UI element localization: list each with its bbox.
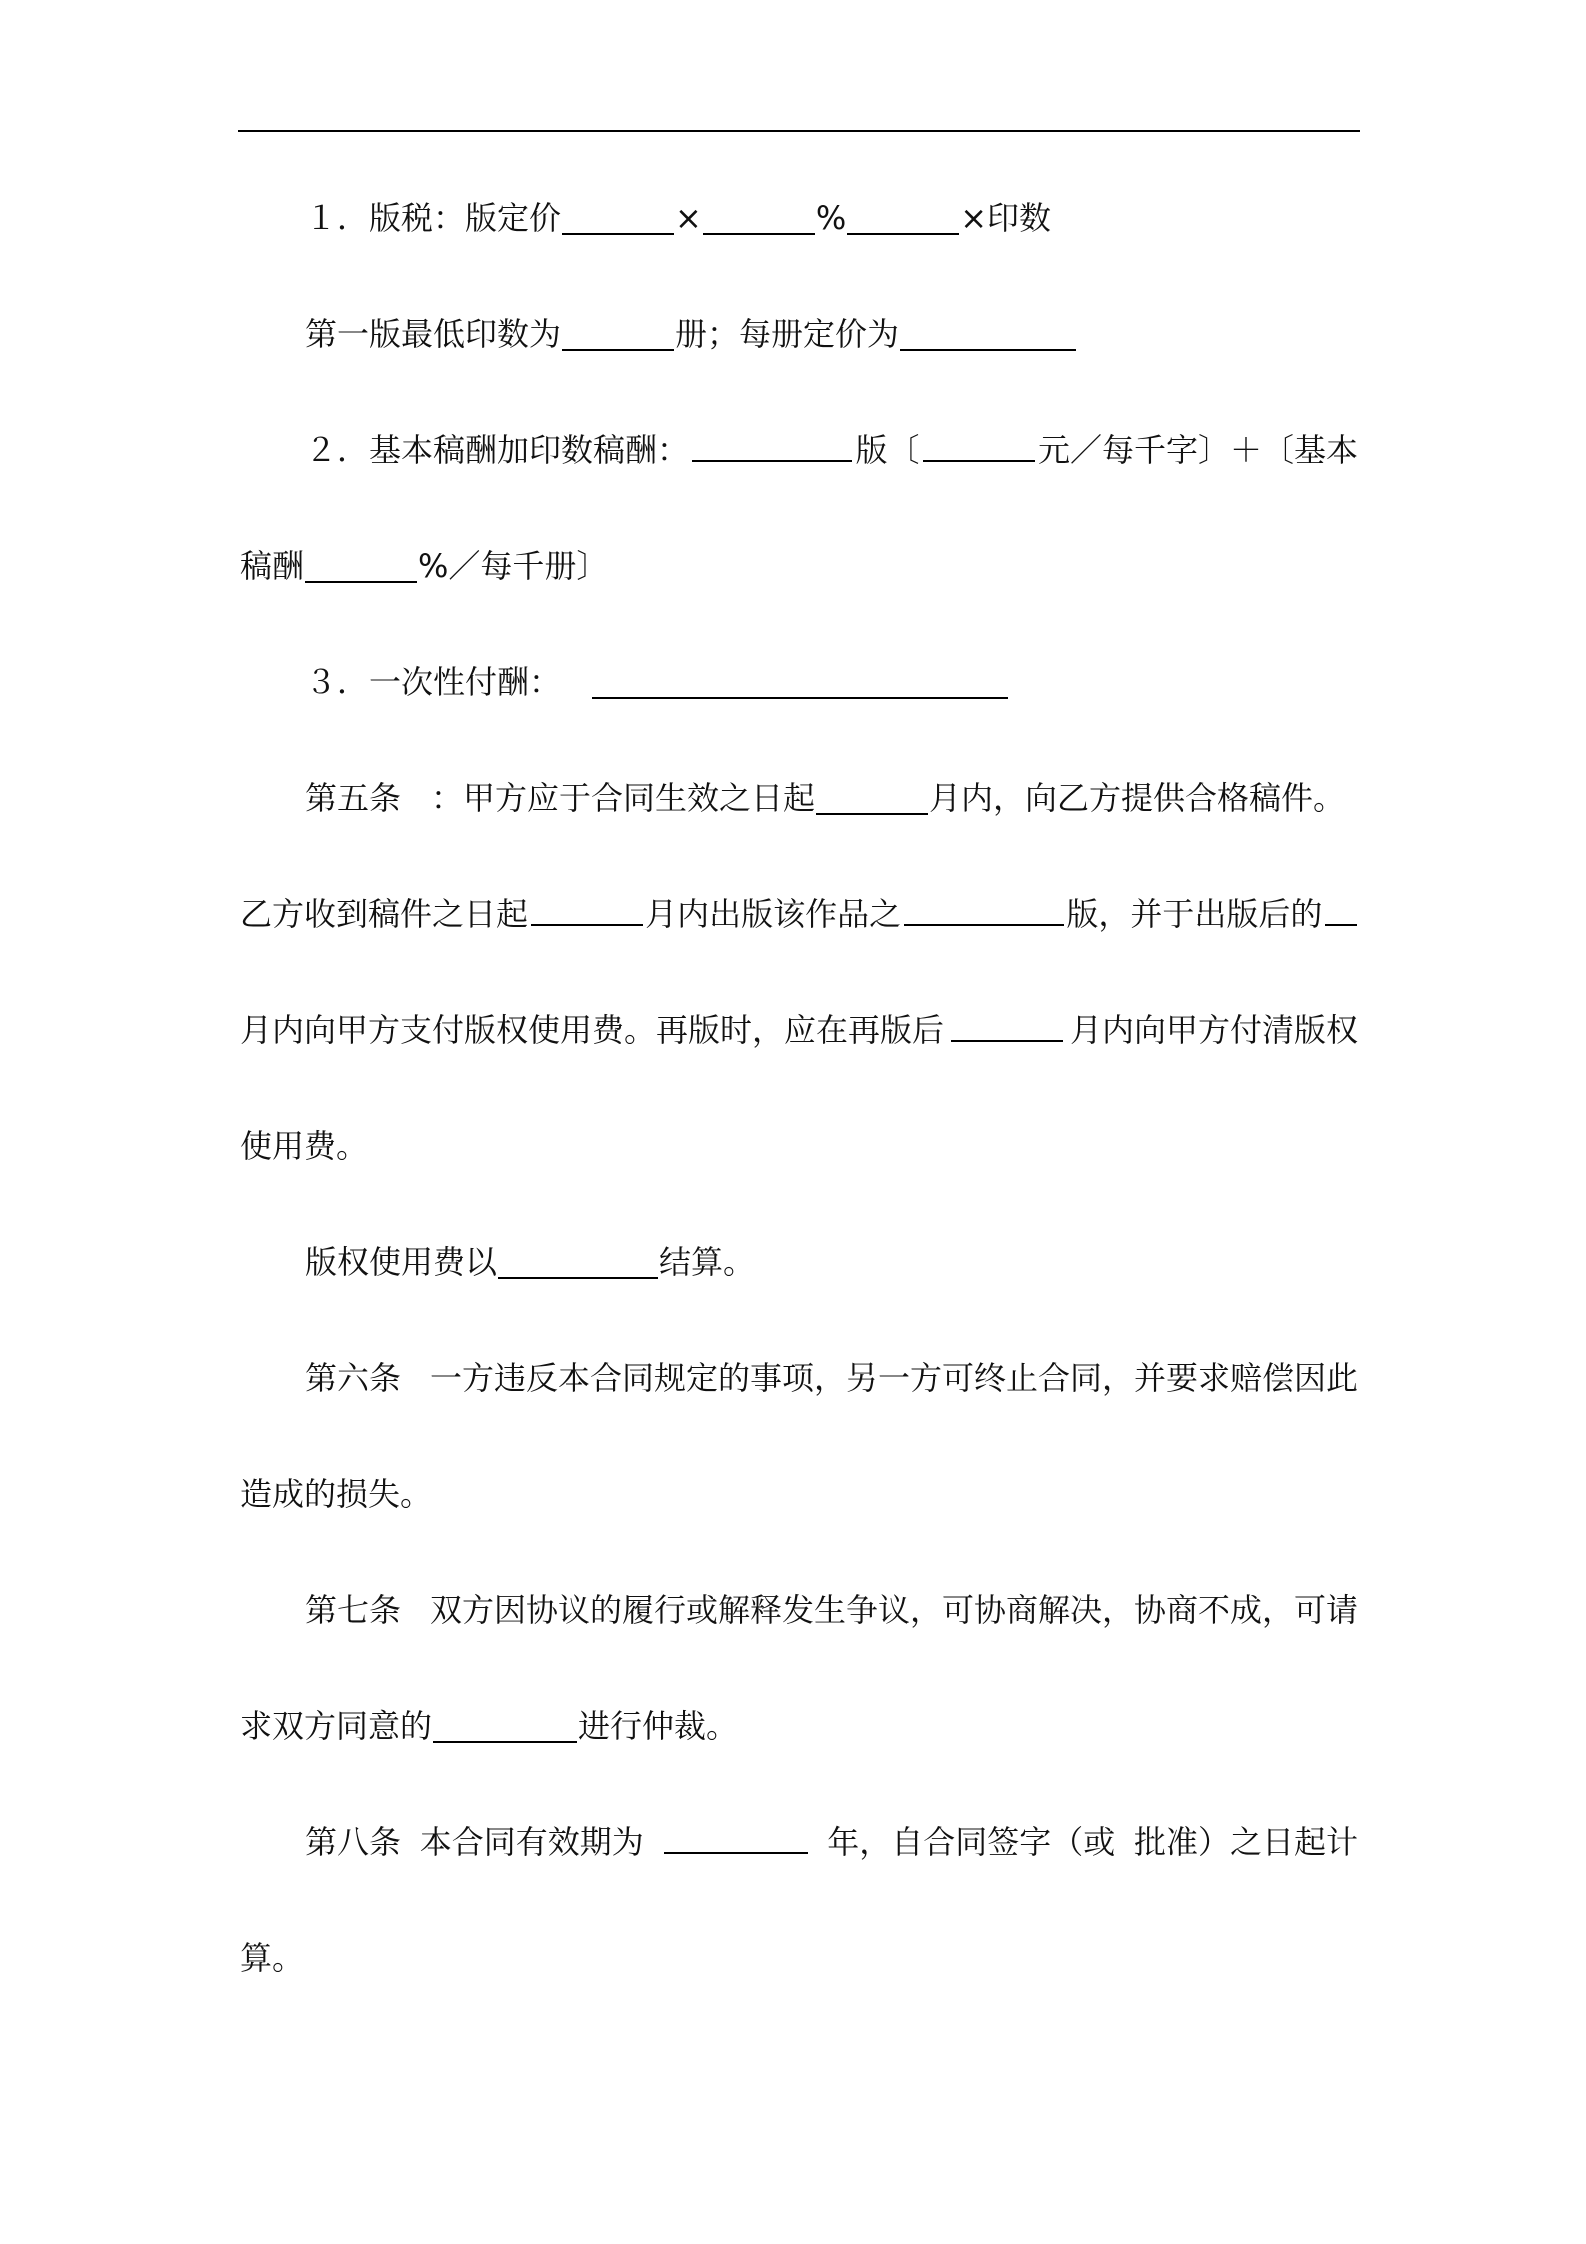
text: 版权使用费以 xyxy=(305,1243,498,1281)
header-rule xyxy=(238,130,1360,132)
text: 册；每册定价为 xyxy=(675,315,900,353)
text: 月内出版该作品之 xyxy=(645,895,902,933)
text: 算。 xyxy=(240,1939,305,1977)
blank-percent-per-thousand-copies[interactable] xyxy=(305,541,417,583)
article-number: 第八条 xyxy=(305,1823,402,1861)
blank-min-print-run[interactable] xyxy=(562,309,674,351)
blank-publish-months[interactable] xyxy=(531,884,643,926)
text: 稿酬 xyxy=(240,547,305,585)
article-6-cont xyxy=(240,1464,1358,1524)
clause-basic-fee-cont xyxy=(240,536,1358,596)
text: 元／每千字〕＋〔基本 xyxy=(1037,431,1358,469)
blank-basic-fee-edition[interactable] xyxy=(692,420,852,462)
blank-validity-years[interactable] xyxy=(664,1812,808,1854)
text: %／每千册〕 xyxy=(418,547,609,585)
text: 结算。 xyxy=(659,1243,756,1281)
text: ：甲方应于合同生效之日起 xyxy=(431,779,816,817)
blank-edition[interactable] xyxy=(904,884,1064,926)
blank-royalty-percent[interactable] xyxy=(703,193,815,235)
text: ×印数 xyxy=(960,199,1052,237)
text: ３．一次性付酬： xyxy=(305,663,562,701)
article-8 xyxy=(305,1812,1358,1872)
blank-manuscript-months[interactable] xyxy=(816,773,928,815)
text: 乙方收到稿件之日起 xyxy=(240,895,529,933)
article-5-cont xyxy=(240,1116,1358,1176)
text: 双方因协议的履行或解释发生争议，可协商解决，协商不成，可请 xyxy=(429,1591,1358,1629)
article-number: 第六条 xyxy=(305,1359,402,1397)
blank-print-run[interactable] xyxy=(847,193,959,235)
blank-lump-sum[interactable] xyxy=(592,657,1008,699)
text: 使用费。 xyxy=(240,1127,369,1165)
text: 月内，向乙方提供合格稿件。 xyxy=(929,779,1346,817)
text: １．版税：版定价 xyxy=(305,199,562,237)
text: 进行仲裁。 xyxy=(578,1707,739,1745)
text: 月内向甲方付清版权 xyxy=(1069,1011,1358,1049)
text: 批准）之日起计 xyxy=(1133,1823,1358,1861)
blank-list-price[interactable] xyxy=(562,193,674,235)
text: 年，自合同签字（或 xyxy=(827,1823,1116,1861)
blank-yuan-per-thousand-words[interactable] xyxy=(923,420,1035,462)
article-7 xyxy=(305,1580,1358,1640)
text: ２．基本稿酬加印数稿酬： xyxy=(305,431,690,469)
article-5-cont xyxy=(240,1000,1358,1060)
text: 版，并于出版后的 xyxy=(1066,895,1323,933)
text: % xyxy=(815,199,847,237)
settlement-clause xyxy=(305,1232,1358,1292)
article-8-cont xyxy=(240,1928,1358,1988)
text: 一方违反本合同规定的事项，另一方可终止合同，并要求赔偿因此 xyxy=(429,1359,1358,1397)
text: × xyxy=(675,199,702,237)
text: 版〔 xyxy=(855,431,920,469)
text: 求双方同意的 xyxy=(240,1707,433,1745)
text: 第一版最低印数为 xyxy=(305,315,562,353)
article-7-cont xyxy=(240,1696,1358,1756)
blank-settlement-method[interactable] xyxy=(498,1237,658,1279)
blank-reprint-months[interactable] xyxy=(951,1000,1063,1042)
article-5 xyxy=(305,768,1358,828)
blank-payment-months[interactable] xyxy=(1325,884,1357,926)
text: 本合同有效期为 xyxy=(419,1823,644,1861)
text: 月内向甲方支付版权使用费。再版时，应在再版后 xyxy=(240,1011,945,1049)
blank-unit-price[interactable] xyxy=(900,309,1076,351)
clause-basic-fee xyxy=(305,420,1358,480)
text: 造成的损失。 xyxy=(240,1475,433,1513)
article-number: 第七条 xyxy=(305,1591,402,1629)
article-6 xyxy=(305,1348,1358,1408)
article-5-cont xyxy=(240,884,1358,944)
blank-arbitration-body[interactable] xyxy=(433,1701,577,1743)
article-number: 第五条 xyxy=(305,779,402,817)
clause-first-edition xyxy=(305,304,1358,364)
clause-royalty-rate xyxy=(305,188,1358,248)
clause-lump-sum xyxy=(305,652,1358,712)
